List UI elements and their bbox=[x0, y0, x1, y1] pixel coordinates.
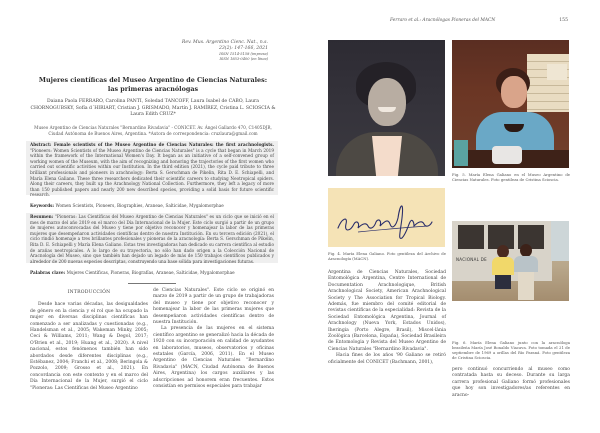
intro-paragraph: La presencia de las mujeres en el sistema científico argentino se generalizó hacia la década de 1920 con su incorporación en calidad de ayudantes en laboratorios, museos, observatorios y oficinas estatales (García, 2006, 2011). En el Museo Argentino de Ciencias Naturales "Bernardino Rivadavia" (MACN, Ciudad Autónoma de Buenos Aires, Argentina) los cargos auxiliares y las adscripciones ad honorem eran frecuentes. Estos consistían en permisos especiales para trabajar bbox=[153, 326, 274, 390]
intro-paragraph: Desde hace varias décadas, las desigualdades de género en la ciencia y el rol que ha ocupado la mujer en diversas disciplinas científicas han comenzado a ser analizadas y cuestionadas (e.g., Handelsman et al., 2005; Wakeman Minky, 2005; Ceci & Williams, 2011; Wang & Degol, 2017; O'Brien et al., 2019; Huang et al., 2020). A nivel nacional, estos fenómenos también han sido abordados desde diferentes disciplinas (e.g., Estébanez, 2004; Franchi et al., 2008; Beringola & Pozzolo, 2009; Grosso et al., 2021). En concordancia con este contexto y en el marco del Día Internacional de la Mujer, surgió el ciclo "Pioneras: Las Científicas del Museo Argentino bbox=[30, 302, 148, 391]
body-column-2 bbox=[452, 367, 570, 399]
body-paragraph: Argentina de Ciencias Naturales, Sociedad Entomológica Argentina, Centre International de Documentation Arachnologique, British Arachnological Society, American Arachnological Society y The Association for Tropical Biology. Además, fue miembro del comité editorial de revistas científicas de la especialidad: Revista de la Sociedad Entomológica Argentina, Journal of Arachnology (Nueva York, Estados Unidos), Iheringia (Porto Alegre, Brasil), Miscel·lània Zoològica (Barcelona, España), Sociedad Brasileira de Entomologia y Revista del Museo Argentino de Ciencias Naturales "Bernardino Rivadavia". bbox=[328, 270, 446, 352]
photo-smile bbox=[378, 107, 396, 112]
resumen-text: "Pioneras: Las Científicas del Museo Argentino de Ciencias Naturales" es un ciclo que se inició en el mes de marzo del año 2019 en el marco del Día Internacional de la Mujer. Este ciclo surgió a partir de un grupo de mujeres autoconvocadas del Museo y tiene por objetivo reconocer y homenajear la labor de las primeras mujeres que desempeñaron actividades científicas dentro de nuestra Institución. En su tercera edición (2021), el ciclo rindió homenaje a tres brillantes profesionales y pioneras de la aracnología: Berta S. Gerschman de Pikelin, Rita D. E. Schiapelli y María Elena Galiano. Estas tres investigadoras han dedicado su carrera científica al estudio de arañas neotropicales. A lo largo de su trayectoria, no sólo han dado origen a la Colección Nacional de Aracnología del Museo, sino que también han dejado un legado de más de 150 trabajos científicos publicados y alrededor de 200 nuevas especies descriptas, construyendo una base sólida para investigaciones futuras. bbox=[30, 214, 274, 264]
affiliation: Museo Argentino de Ciencias Naturales "Bernardino Rivadavia" - CONICET. Av. Ángel Gallardo 470, C1405DJR, Ciudad Autónoma de Buenos Aires, Argentina. *Autora de correspondencia: cruzlaura@gmail.com bbox=[34, 125, 272, 137]
intro-paragraph: de Ciencias Naturales". Este ciclo se originó en marzo de 2019 a partir de un grupo de trabajadoras del museo y tiene por objetivo reconocer y homenajear la labor de las primeras mujeres que desempeñaron actividades científicas dentro de nuestra Institución. bbox=[153, 288, 274, 326]
person-top bbox=[514, 256, 538, 272]
photo-face bbox=[501, 76, 527, 108]
body-column-1 bbox=[328, 270, 446, 366]
resumen-label: Resumen: bbox=[30, 214, 54, 219]
right-page bbox=[300, 0, 600, 433]
intro-column-2 bbox=[153, 288, 274, 391]
bus-lettering: NACIONAL DE bbox=[456, 257, 487, 262]
palabras-clave-text: Mujeres Científicas, Pioneras, Biografías, Araneae, Salticidae, Mygalomorphae bbox=[66, 270, 235, 275]
article-title bbox=[30, 76, 276, 94]
body-paragraph: Hacia fines de los años '90 Galiano se retiró oficialmente del CONICET (Bachmann, 2001), bbox=[328, 353, 446, 365]
authors: Daiana Paola FERRARO, Carolina PANTI, Soledad TANCOFF, Laura Isabel de CABO, Laura CHORNOGUBSKY, Sofía d´HIRIART, Cristian J. GRISMADO, Martín J. RAMÍREZ, Cristina L. SCIOSCIA & Laura Edith CRUZ* bbox=[30, 99, 276, 118]
photo-person-2 bbox=[514, 244, 538, 301]
title-line-1: Mujeres científicas del Museo Argentino de Ciencias Naturales: bbox=[38, 76, 268, 84]
photo-sky bbox=[551, 221, 569, 261]
signature-icon bbox=[328, 188, 445, 247]
journal-name: Rev. Mus. Argentino Cienc. Nat., n.s. bbox=[181, 40, 268, 45]
figure-5-photo bbox=[452, 40, 569, 168]
photo-napkin bbox=[492, 146, 522, 164]
figure-5-caption: Fig. 5. María Elena Galiano en el Museo Argentino de Ciencias Naturales. Foto gentileza de Cristina Scioscia. bbox=[452, 172, 570, 182]
journal-citation bbox=[182, 40, 268, 62]
issn-online: ISSN 1853-0400 (en línea) bbox=[219, 57, 268, 61]
abstract-label: Abstract: Female scientists of the Museo Argentino de Ciencias Naturales: the first arachnologists. bbox=[30, 142, 274, 147]
photo-shelves bbox=[527, 54, 569, 112]
issn-print: ISSN 1514-5158 (impresa) bbox=[219, 52, 268, 56]
running-head: Ferraro et al.: Aracnólogas Pioneras del MACN bbox=[390, 18, 496, 23]
photo-jar bbox=[454, 140, 468, 166]
bus-window bbox=[458, 225, 484, 249]
person-pants bbox=[518, 272, 534, 300]
journal-volume: 23(2): 147-166, 2021 bbox=[218, 46, 268, 51]
photo-sign bbox=[547, 64, 567, 80]
page-number: 155 bbox=[559, 18, 568, 23]
palabras-clave-label: Palabras clave: bbox=[30, 270, 66, 275]
body-paragraph: pero continuó concurriendo al museo como contratada hasta su deceso. Durante su larga carrera profesional Galiano formó profesionales que hoy son investigadores/as referentes en aracno- bbox=[452, 367, 570, 398]
resumen bbox=[30, 214, 274, 264]
figure-6-photo bbox=[452, 221, 569, 301]
person-skirt bbox=[495, 275, 511, 289]
intro-heading: INTRODUCCIÓN bbox=[67, 290, 111, 295]
title-line-2: las primeras aracnólogas bbox=[107, 85, 199, 93]
palabras-clave bbox=[30, 270, 274, 276]
keywords-label: Keywords: bbox=[30, 203, 55, 208]
section-divider bbox=[128, 283, 176, 284]
keywords bbox=[30, 203, 274, 209]
keywords-text: Women Scientists, Pioneers, Biographies, Araneae, Salticidae, Mygalomorphae bbox=[55, 203, 224, 208]
abstract bbox=[30, 142, 274, 198]
photo-blouse bbox=[372, 136, 402, 176]
intro-column-1 bbox=[30, 288, 148, 392]
figure-4-caption: Fig. 4. María Elena Galiano. Foto gentileza del Archivo de Aracnología (MACN). bbox=[328, 251, 446, 261]
abstract-text: "Pioneers: Women Scientists of the Museo Argentino de Ciencias Naturales" is a cycle that began in March 2019 within the framework of the International Women's Day. It began as an initiative of a self-convened group of working women of the Museum, with the aim of recognizing and honoring the trajectories of the first women who carried out scientific activities within our Institution. In the third edition (2021), the cycle paid tribute to three brilliant professionals and pioneers in arachnology: Berta S. Gerschman de Pikelin, Rita D. E. Schiapelli, and María Elena Galiano. These three researchers dedicated their scientific careers to studying Neotropical spiders. Along their careers, they built up the Arachnology National Collection. Furthermore, they left a legacy of more than 150 published papers and nearly 200 new described species, providing a solid basis for future scientific research. bbox=[30, 147, 274, 198]
person-top bbox=[492, 257, 514, 275]
photo-face bbox=[368, 78, 406, 126]
figure-3-portrait-photo bbox=[328, 40, 445, 176]
photo-person-1 bbox=[492, 245, 514, 301]
figure-6-caption: Fig. 6. María Elena Galiano junto con la aracnóloga brasileña María José Bonaldo Viacava. Foto tomada el 21 de septiembre de 1969 a orillas del Río Paraná. Foto gentileza de Cristina Scioscia. bbox=[452, 340, 570, 360]
figure-4-signature bbox=[328, 188, 445, 247]
